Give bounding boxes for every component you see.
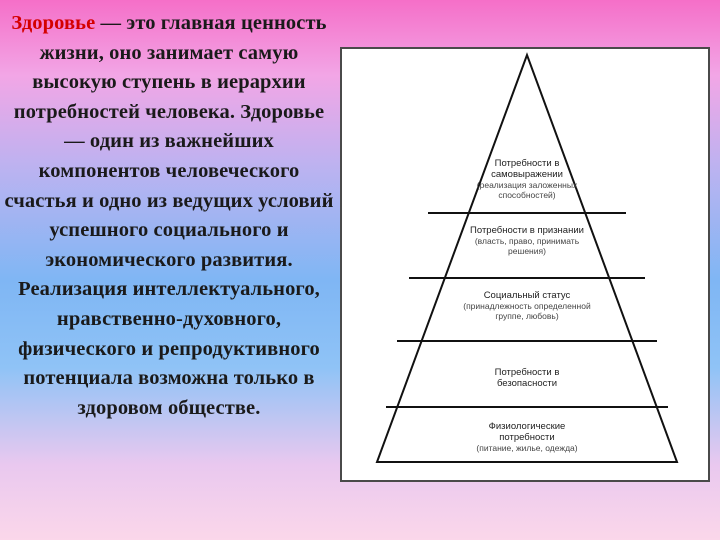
pyramid-level-3: Социальный статус (принадлежность определенной группе, любовь): [463, 290, 591, 321]
pyramid-svg: [342, 49, 712, 484]
lead-word: Здоровье: [11, 12, 96, 34]
pyramid-level-1: Потребности в самовыражении (реализация заложенных способностей): [476, 158, 578, 200]
maslow-pyramid-frame: [340, 47, 710, 482]
body-text: — это главная ценность жизни, оно занимает самую высокую ступень в иерархии потребностей человека. Здоровье — один из важнейших компонентов человеческого счастья и одно из ведущих условий успешного социального и экономического развития. Реализация интеллектуального, нравственно-духовного, физического и репродуктивного потенциала возможна только в здоровом обществе.: [4, 12, 334, 419]
pyramid-level-2: Потребности в признании (власть, право, принимать решения): [470, 225, 584, 256]
main-text-block: [4, 9, 334, 423]
pyramid-level-5: Физиологические потребности (питание, жилье, одежда): [476, 421, 578, 453]
pyramid-outline: [377, 55, 677, 462]
pyramid-level-4: Потребности в безопасности: [494, 367, 560, 389]
